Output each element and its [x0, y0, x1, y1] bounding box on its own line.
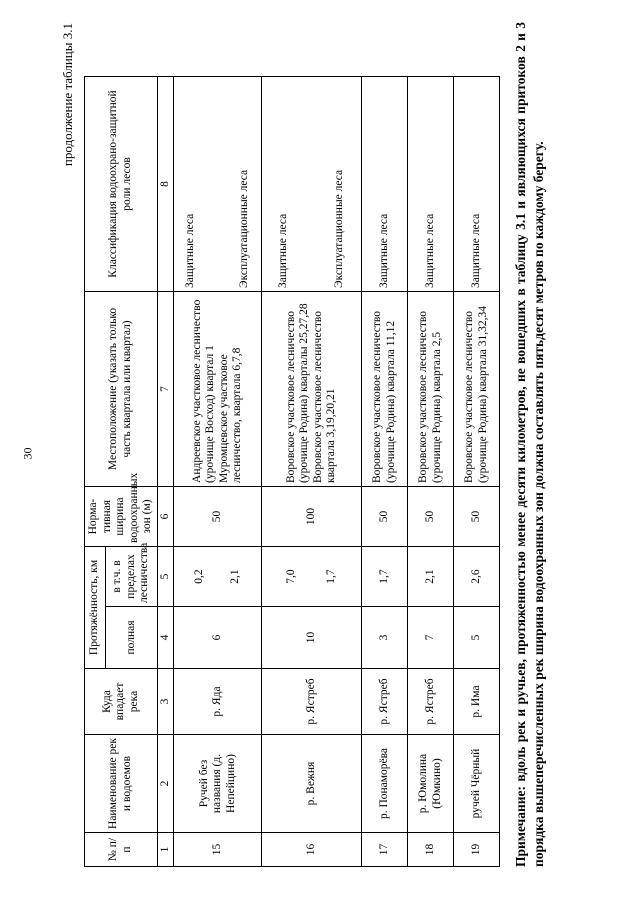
- row-num: 19: [454, 833, 500, 867]
- row-location: Воровское участковое лесничество (урочище Родина) квартала 31,32,34: [454, 291, 500, 486]
- row-within: 2,1: [408, 546, 454, 606]
- col-number: 5: [157, 546, 174, 606]
- within-part: 7,0: [285, 569, 298, 584]
- row-full: 7: [408, 607, 454, 669]
- row-location: Воровское участковое лесничество (урочище Родина) квартала 11,12: [362, 291, 408, 486]
- row-within: [174, 546, 262, 606]
- header-mouth: Куда впадает река: [85, 669, 158, 735]
- col-number: 1: [157, 833, 174, 867]
- row-name: р. Вежня: [262, 735, 362, 833]
- table-row: [174, 76, 262, 866]
- row-classification: [262, 76, 362, 291]
- location-part: Андреевское участковое лесничество (урочище Восход) квартал 1: [190, 299, 217, 483]
- row-num: 17: [362, 833, 408, 867]
- header-width: Норма-тивная ширина водоохранных зон (м): [85, 486, 158, 546]
- page-number: 30: [20, 447, 35, 460]
- location-part: Воровское участковое лесничество квартала 3,19,20,21: [311, 311, 338, 483]
- footnote: Примечание: вдоль рек и ручьев, протяженностью менее десяти километров, не вошедших в таблицу 3.1 и являющихся притоков 2 и 3 порядка вышеперечисленных рек ширина водоохранных зон должна составлять пятьдесят метров по каждому берегу.: [513, 22, 546, 867]
- row-classification: Защитные леса: [408, 76, 454, 291]
- row-width: 50: [174, 486, 262, 546]
- row-location: [262, 291, 362, 486]
- row-location: [174, 291, 262, 486]
- row-mouth: р. Ястреб: [362, 669, 408, 735]
- row-name: р. Юмолина (Юмкино): [408, 735, 454, 833]
- row-classification: [174, 76, 262, 291]
- classification-part: Эксплуатационные леса: [332, 169, 345, 288]
- row-within: 2,6: [454, 546, 500, 606]
- row-full: 5: [454, 607, 500, 669]
- row-classification: Защитные леса: [454, 76, 500, 291]
- rotated-page: [60, 17, 580, 887]
- header-within: в т.ч. в пределах лесничества: [106, 546, 158, 606]
- table-row: [262, 76, 362, 866]
- col-number: 8: [157, 76, 174, 291]
- location-part: Воровское участковое лесничество (урочище Родина) кварталы 25,27,28: [284, 303, 311, 483]
- row-mouth: р. Яда: [174, 669, 262, 735]
- row-num: 16: [262, 833, 362, 867]
- table-row: [408, 76, 454, 866]
- table-row: [362, 76, 408, 866]
- within-part: 2,1: [228, 569, 241, 584]
- row-name: ручей Чёрный: [454, 735, 500, 833]
- row-width: 50: [408, 486, 454, 546]
- col-number: 3: [157, 669, 174, 735]
- row-name: р. Понаморёва: [362, 735, 408, 833]
- within-part: 1,7: [324, 569, 337, 584]
- within-part: 0,2: [193, 569, 206, 584]
- row-name: Ручей без названия (д. Непейцино): [174, 735, 262, 833]
- row-width: 50: [454, 486, 500, 546]
- classification-part: Эксплуатационные леса: [237, 169, 250, 288]
- row-width: 50: [362, 486, 408, 546]
- row-within: 1,7: [362, 546, 408, 606]
- col-number: 7: [157, 291, 174, 486]
- row-full: 3: [362, 607, 408, 669]
- row-location: Воровское участковое лесничество (урочище Родина) квартала 2,5: [408, 291, 454, 486]
- row-full: 6: [174, 607, 262, 669]
- location-part: Муромцевское участковое лесничество, квартала 6,7,8: [217, 347, 244, 483]
- header-classification: Классификация водоохрано-защитной роли лесов: [85, 76, 158, 291]
- col-number: 6: [157, 486, 174, 546]
- row-num: 15: [174, 833, 262, 867]
- col-number: 2: [157, 735, 174, 833]
- row-mouth: р. Има: [454, 669, 500, 735]
- table-row: [454, 76, 500, 866]
- row-full: 10: [262, 607, 362, 669]
- header-num: № п/п: [85, 833, 158, 867]
- row-mouth: р. Ястреб: [408, 669, 454, 735]
- col-number: 4: [157, 607, 174, 669]
- header-length: Протяжённость, км: [85, 546, 106, 668]
- row-classification: Защитные леса: [362, 76, 408, 291]
- continuation-label: продолжение таблицы 3.1: [60, 23, 75, 167]
- row-within: [262, 546, 362, 606]
- header-location: Местоположение (указать только часть квартала или квартал): [85, 291, 158, 486]
- classification-part: Защитные леса: [184, 213, 197, 288]
- header-full: полная: [106, 607, 158, 669]
- row-num: 18: [408, 833, 454, 867]
- row-width: 100: [262, 486, 362, 546]
- header-name: Наименование рек и водоемов: [85, 735, 158, 833]
- row-mouth: р. Ястреб: [262, 669, 362, 735]
- classification-part: Защитные леса: [277, 213, 290, 288]
- rivers-table: [84, 76, 500, 867]
